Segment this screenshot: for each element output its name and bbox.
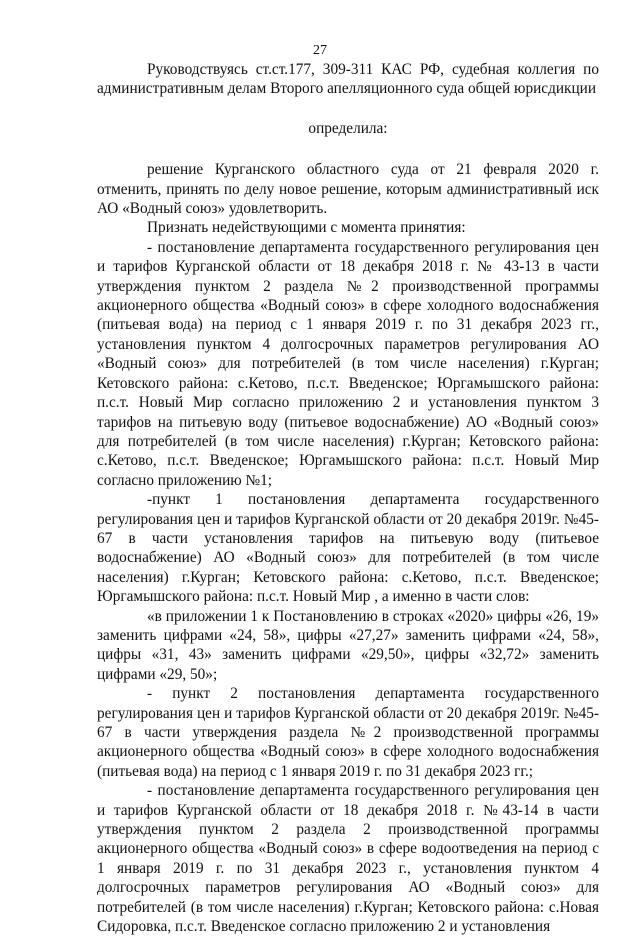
item-resolution-45-67-point-2: - пункт 2 постановления департамента государственного регулирования цен и тарифов Курганской области от 20 декабря 2019г. №45-67 в части утверждения раздела №2 производственной программы акционерного общества «Водный союз» в сфере холодного водоснабжения (питьевая вода) на период с 1 января 2019 г. по 31 декабря 2023 гг.;: [97, 685, 599, 780]
document-body: [97, 60, 599, 936]
item-resolution-43-13: - постановление департамента государственного регулирования цен и тарифов Курганской области от 18 декабря 2018 г. № 43-13 в части утверждения пунктом 2 раздела №2 производственной программы акционерного общества «Водный союз» в сфере холодного водоснабжения (питьевая вода) на период с 1 января 2019 г. по 31 декабря 2023 гг., установления пунктом 4 долгосрочных параметров регулирования АО «Водный союз» для потребителей (в том числе населения) г.Курган; Кетовского района: с.Кетово, п.с.т. Введенское; Юргамышского района: п.с.т. Новый Мир согласно приложению 2 и установления пунктом 3 тарифов на питьевую воду (питьевое водоснабжение) АО «Водный союз» для потребителей (в том числе населения) г.Курган; Кетовского района: с.Кетово, п.с.т. Введенское; Юргамышского района: п.с.т. Новый Мир согласно приложению №1;: [97, 238, 599, 489]
ruling-heading: определила:: [308, 119, 388, 137]
item-resolution-43-14: - постановление департамента государственного регулирования цен и тарифов Курганской области от 18 декабря 2018 г. №43-14 в части утверждения пунктом 2 раздела 2 производственной программы акционерного общества «Водный союз» в сфере водоотведения на период с 1 января 2019 г. по 31 декабря 2023 г., установления пунктом 4 долгосрочных параметров регулирования АО «Водный союз» для потребителей (в том числе населения) г.Курган; Кетовского района: с.Новая Сидоровка, п.с.т. Введенское согласно приложению 2 и установления: [97, 782, 599, 936]
decision-paragraph: решение Курганского областного суда от 21 февраля 2020 г. отменить, принять по делу новое решение, которым административный иск АО «Водный союз» удовлетворить.: [97, 161, 599, 218]
item-resolution-45-67-point-1: -пункт 1 постановления департамента государственного регулирования цен и тарифов Курганской области от 20 декабря 2019г. №45-67 в части установления тарифов на питьевую воду (питьевое водоснабжение) АО «Водный союз» для потребителей (в том числе населения) г.Курган; Кетовского района: с.Кетово, п.с.т. Введенское; Юргамышского района: п.с.т. Новый Мир , а именно в части слов:: [97, 491, 599, 606]
invalidation-intro: Признать недействующими с момента принятия:: [147, 219, 466, 237]
quoted-amendment: «в приложении 1 к Постановлению в строках «2020» цифры «26, 19» заменить цифрами «24, 58», цифры «27,27» заменить цифрами «24, 58», цифры «31, 43» заменить цифрами «29,50», цифры «32,72» заменить цифрами «29, 50»;: [97, 607, 599, 683]
page-number: 27: [313, 43, 327, 58]
preamble-paragraph: Руководствуясь ст.ст.177, 309-311 КАС РФ, судебная коллегия по административным делам Второго апелляционного суда общей юрисдикции: [97, 61, 599, 98]
